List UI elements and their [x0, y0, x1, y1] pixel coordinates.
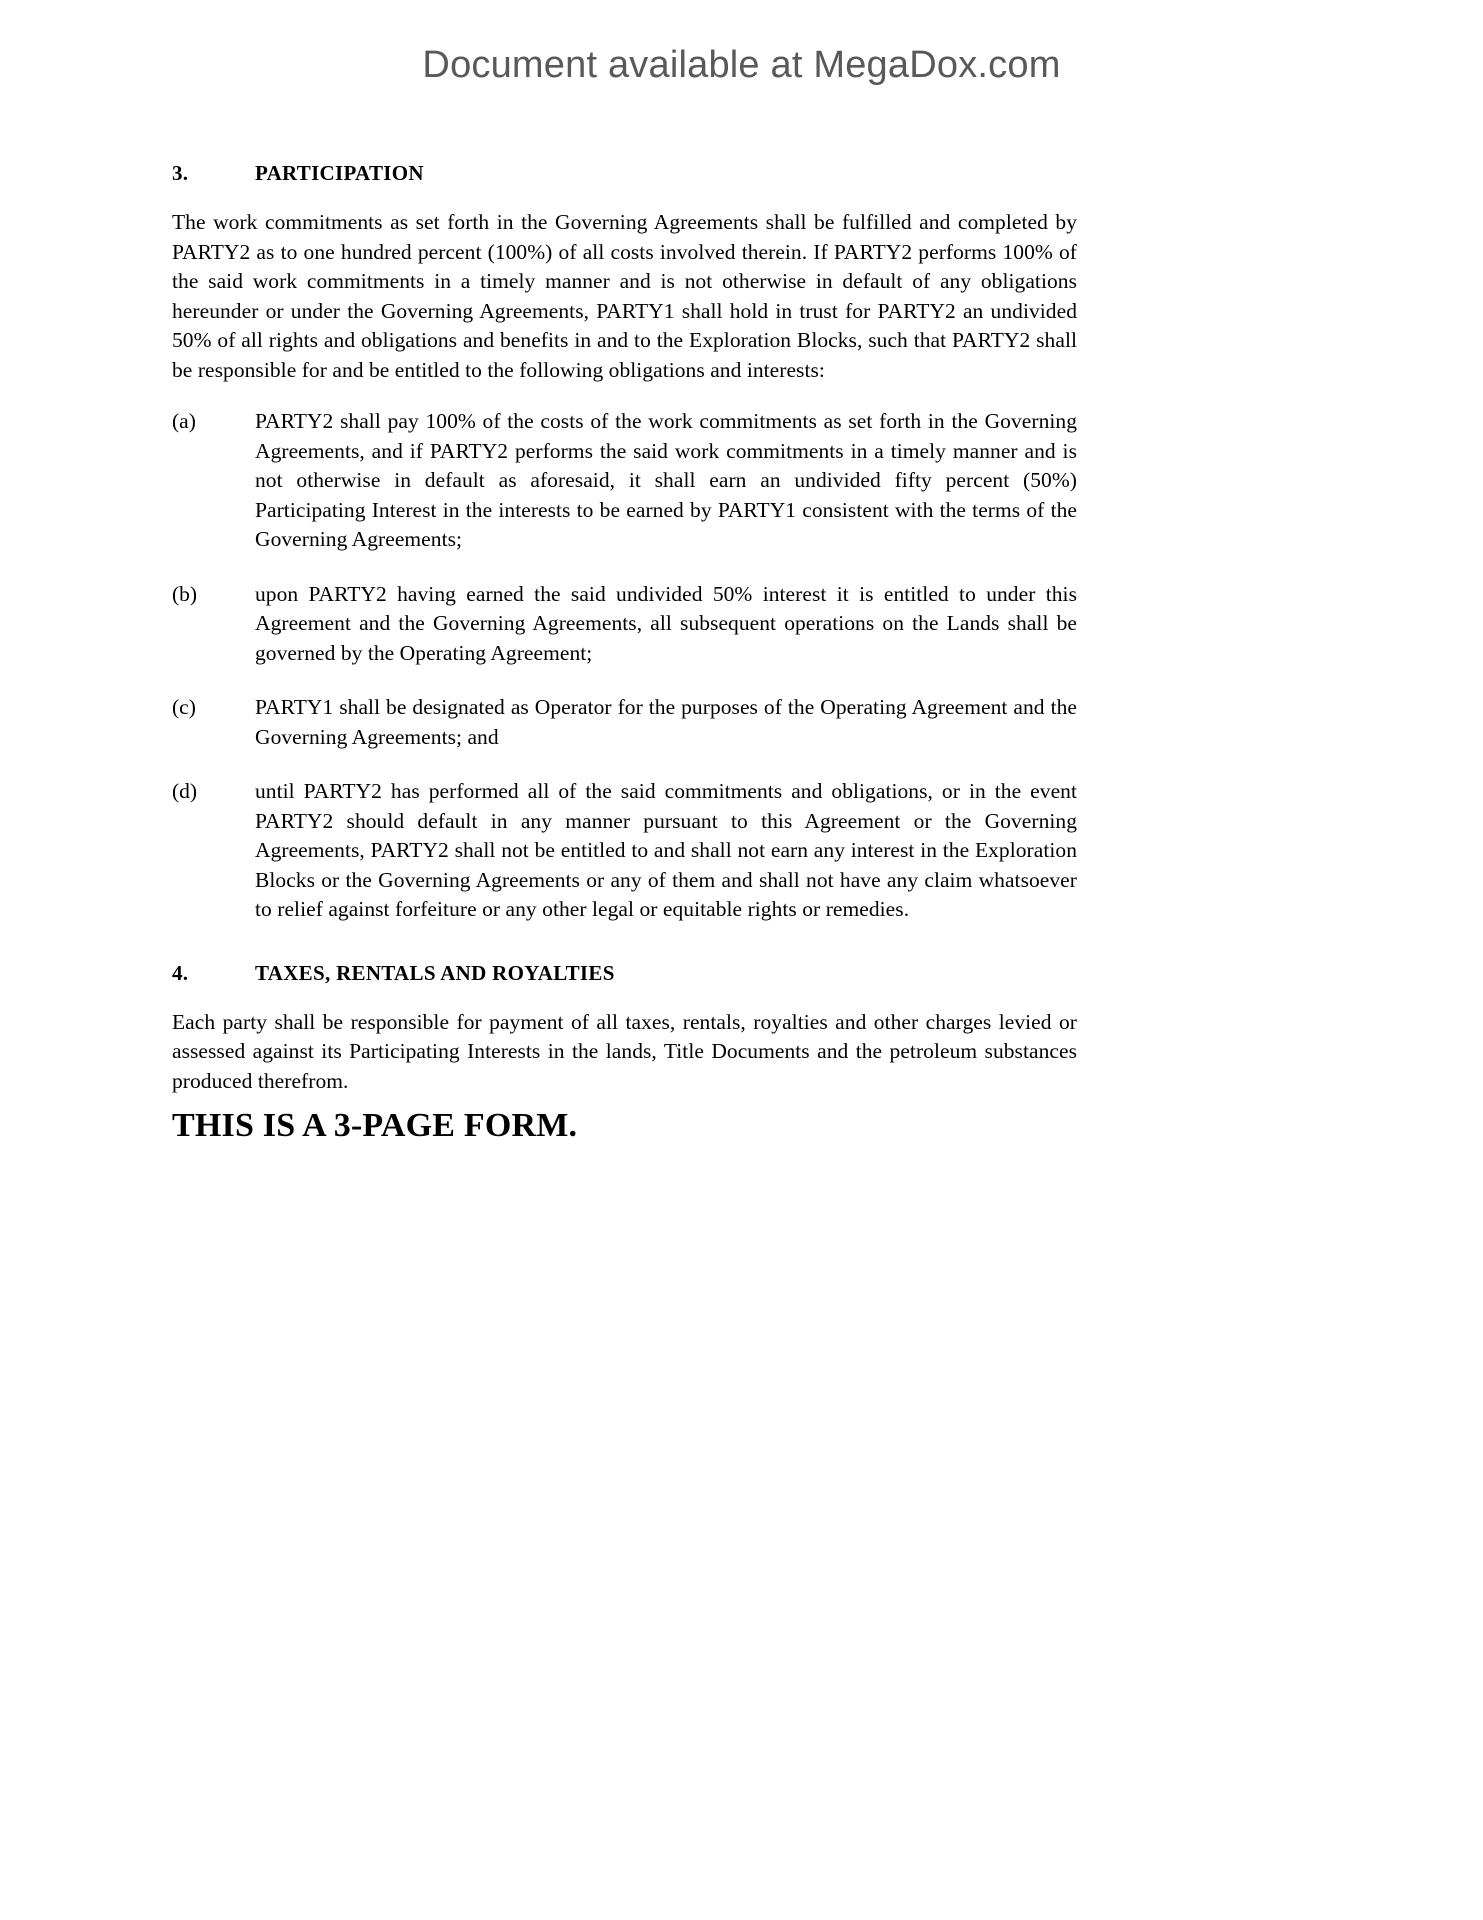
clause-marker: (c) — [172, 695, 196, 719]
clause-item — [172, 777, 1077, 925]
section-heading-taxes-rentals-royalties — [172, 960, 1077, 986]
clause-text: until PARTY2 has performed all of the said commitments and obligations, or in the event PARTY2 should default in any manner pursuant to this Agreement or the Governing Agreements, PARTY2 shall not be entitled to and shall not earn any interest in the Exploration Blocks or the Governing Agreements or any of them and shall not have any claim whatsoever to relief against forfeiture or any other legal or equitable rights or remedies. — [255, 779, 1077, 921]
megadox-watermark: Document available at MegaDox.com — [422, 44, 1061, 86]
section-3-intro-paragraph: The work commitments as set forth in the Governing Agreements shall be fulfilled and completed by PARTY2 as to one hundred percent (100%) of all costs involved therein. If PARTY2 performs 100% of the said work commitments in a timely manner and is not otherwise in default of any obligations hereunder or under the Governing Agreements, PARTY1 shall hold in trust for PARTY2 an undivided 50% of all rights and obligations and benefits in and to the Exploration Blocks, such that PARTY2 shall be responsible for and be entitled to the following obligations and interests: — [172, 210, 1077, 382]
clause-text: PARTY1 shall be designated as Operator for the purposes of the Operating Agreement and the Governing Agreements; and — [255, 695, 1077, 749]
document-body — [172, 160, 1077, 1096]
clause-text: PARTY2 shall pay 100% of the costs of the work commitments as set forth in the Governing Agreements, and if PARTY2 performs the said work commitments in a timely manner and is not otherwise in default as aforesaid, it shall earn an undivided fifty percent (50%) Participating Interest in the interests to be earned by PARTY1 consistent with the terms of the Governing Agreements; — [255, 409, 1077, 551]
clause-text: upon PARTY2 having earned the said undivided 50% interest it is entitled to under this Agreement and the Governing Agreements, all subsequent operations on the Lands shall be governed by the Operating Agreement; — [255, 581, 1077, 665]
section-number: 3. — [172, 161, 189, 185]
clause-marker: (a) — [172, 409, 196, 433]
clause-marker: (d) — [172, 779, 198, 803]
section-title: TAXES, RENTALS AND ROYALTIES — [255, 960, 615, 985]
section-3-clause-list — [172, 407, 1077, 925]
clause-marker: (b) — [172, 581, 198, 606]
section-heading-participation — [172, 160, 1077, 186]
page-count-note: THIS IS A 3-PAGE FORM. — [172, 1107, 578, 1144]
section-spacer — [172, 950, 1077, 960]
section-number: 4. — [172, 960, 189, 985]
clause-item — [172, 407, 1077, 555]
section-4-intro-paragraph: Each party shall be responsible for payment of all taxes, rentals, royalties and other charges levied or assessed against its Participating Interests in the lands, Title Documents and the petroleum substances produced therefrom. — [172, 1009, 1077, 1093]
section-title: PARTICIPATION — [255, 161, 424, 185]
clause-item — [172, 693, 1077, 752]
clause-item — [172, 580, 1077, 669]
